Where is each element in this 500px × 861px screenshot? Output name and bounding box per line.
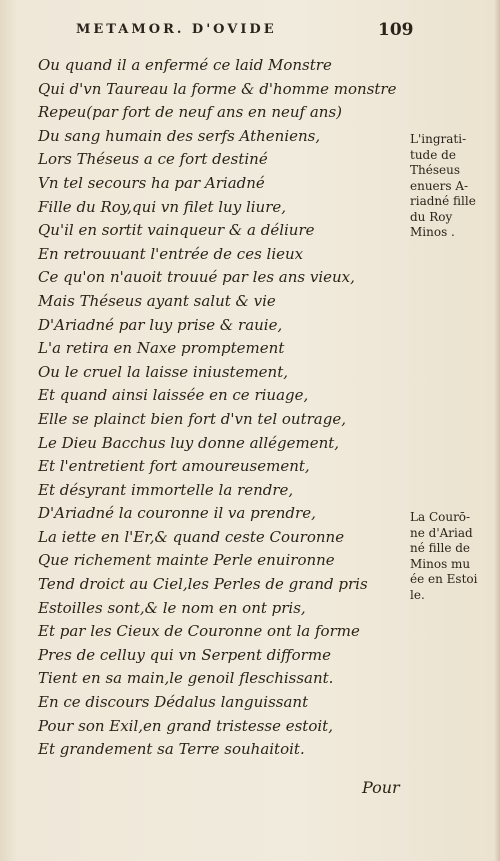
verse-line: Vn tel secours ha par Ariadné	[38, 173, 265, 192]
verse-line: Que richement mainte Perle enuironne	[38, 551, 335, 570]
running-title: METAMOR. D'OVIDE	[76, 22, 277, 37]
margin-note-line: ée en Estoi	[410, 572, 478, 586]
margin-note-line: Minos .	[410, 225, 455, 239]
verse-line: Ou quand il a enfermé ce laid Monstre	[38, 56, 332, 74]
verse-line: Le Dieu Bacchus luy donne allégement,	[38, 433, 340, 452]
verse-line: D'Ariadné par luy prise & rauie,	[38, 315, 283, 334]
verse-line: D'Ariadné la couronne il va prendre,	[38, 504, 316, 523]
page-edge-shadow	[494, 0, 500, 861]
verse-line: La iette en l'Er,& quand ceste Couronne	[38, 527, 345, 546]
verse-line: Lors Théseus a ce fort destiné	[38, 150, 268, 169]
verse-line: Et grandement sa Terre souhaitoit.	[38, 740, 305, 759]
verse-line: Repeu(par fort de neuf ans en neuf ans)	[38, 103, 343, 122]
verse-line: Et l'entretient fort amoureusement,	[38, 457, 310, 476]
verse-line: Qui d'vn Taureau la forme & d'homme monstre	[38, 79, 397, 98]
margin-note-line: L'ingrati-	[410, 132, 467, 146]
verse-line: Et par les Cieux de Couronne ont la forme	[38, 622, 360, 641]
verse-line: Fille du Roy,qui vn filet luy liure,	[38, 197, 287, 216]
verse-line: Qu'il en sortit vainqueur & a déliure	[38, 221, 315, 240]
verse-line: Et quand ainsi laissée en ce riuage,	[38, 386, 309, 405]
margin-note-line: riadné fille	[410, 194, 476, 208]
catchword: Pour	[362, 778, 400, 797]
verse-line: Et désyrant immortelle la rendre,	[38, 480, 294, 499]
verse-line: Mais Théseus ayant salut & vie	[38, 291, 276, 310]
verse-line: Ce qu'on n'auoit trouué par les ans vieux,	[38, 268, 355, 287]
verse-line: Pour son Exil,en grand tristesse estoit,	[38, 716, 333, 735]
margin-note-crown	[410, 510, 494, 603]
page-number: 109	[378, 20, 414, 40]
margin-note-line: tude de	[410, 147, 456, 162]
verse-block	[38, 54, 410, 762]
verse-line: Tend droict au Ciel,les Perles de grand pris	[38, 575, 368, 594]
margin-note-ingratitude	[410, 132, 494, 241]
margin-note-line: le.	[410, 587, 425, 602]
margin-note-line: né fille de	[410, 541, 471, 555]
margin-note-line: Minos mu	[410, 556, 471, 571]
verse-line: Tient en sa main,le genoil fleschissant.	[38, 669, 334, 688]
verse-line: Estoilles sont,& le nom en ont pris,	[38, 598, 306, 617]
verse-line: Pres de celluy qui vn Serpent difforme	[38, 645, 331, 664]
verse-line: Elle se plainct bien fort d'vn tel outrage,	[38, 409, 346, 428]
margin-note-line: La Courō-	[410, 510, 471, 524]
verse-line: En ce discours Dédalus languissant	[38, 693, 309, 712]
verse-line: En retrouuant l'entrée de ces lieux	[38, 244, 304, 263]
verse-line: Ou le cruel la laisse iniustement,	[38, 362, 289, 381]
verse-line: Du sang humain des serfs Atheniens,	[38, 126, 321, 145]
margin-note-line: enuers A-	[410, 178, 469, 193]
margin-note-line: du Roy	[410, 209, 453, 224]
verse-line: L'a retira en Naxe promptement	[38, 339, 285, 358]
margin-note-line: ne d'Ariad	[410, 525, 473, 540]
margin-note-line: Théseus	[410, 163, 460, 177]
